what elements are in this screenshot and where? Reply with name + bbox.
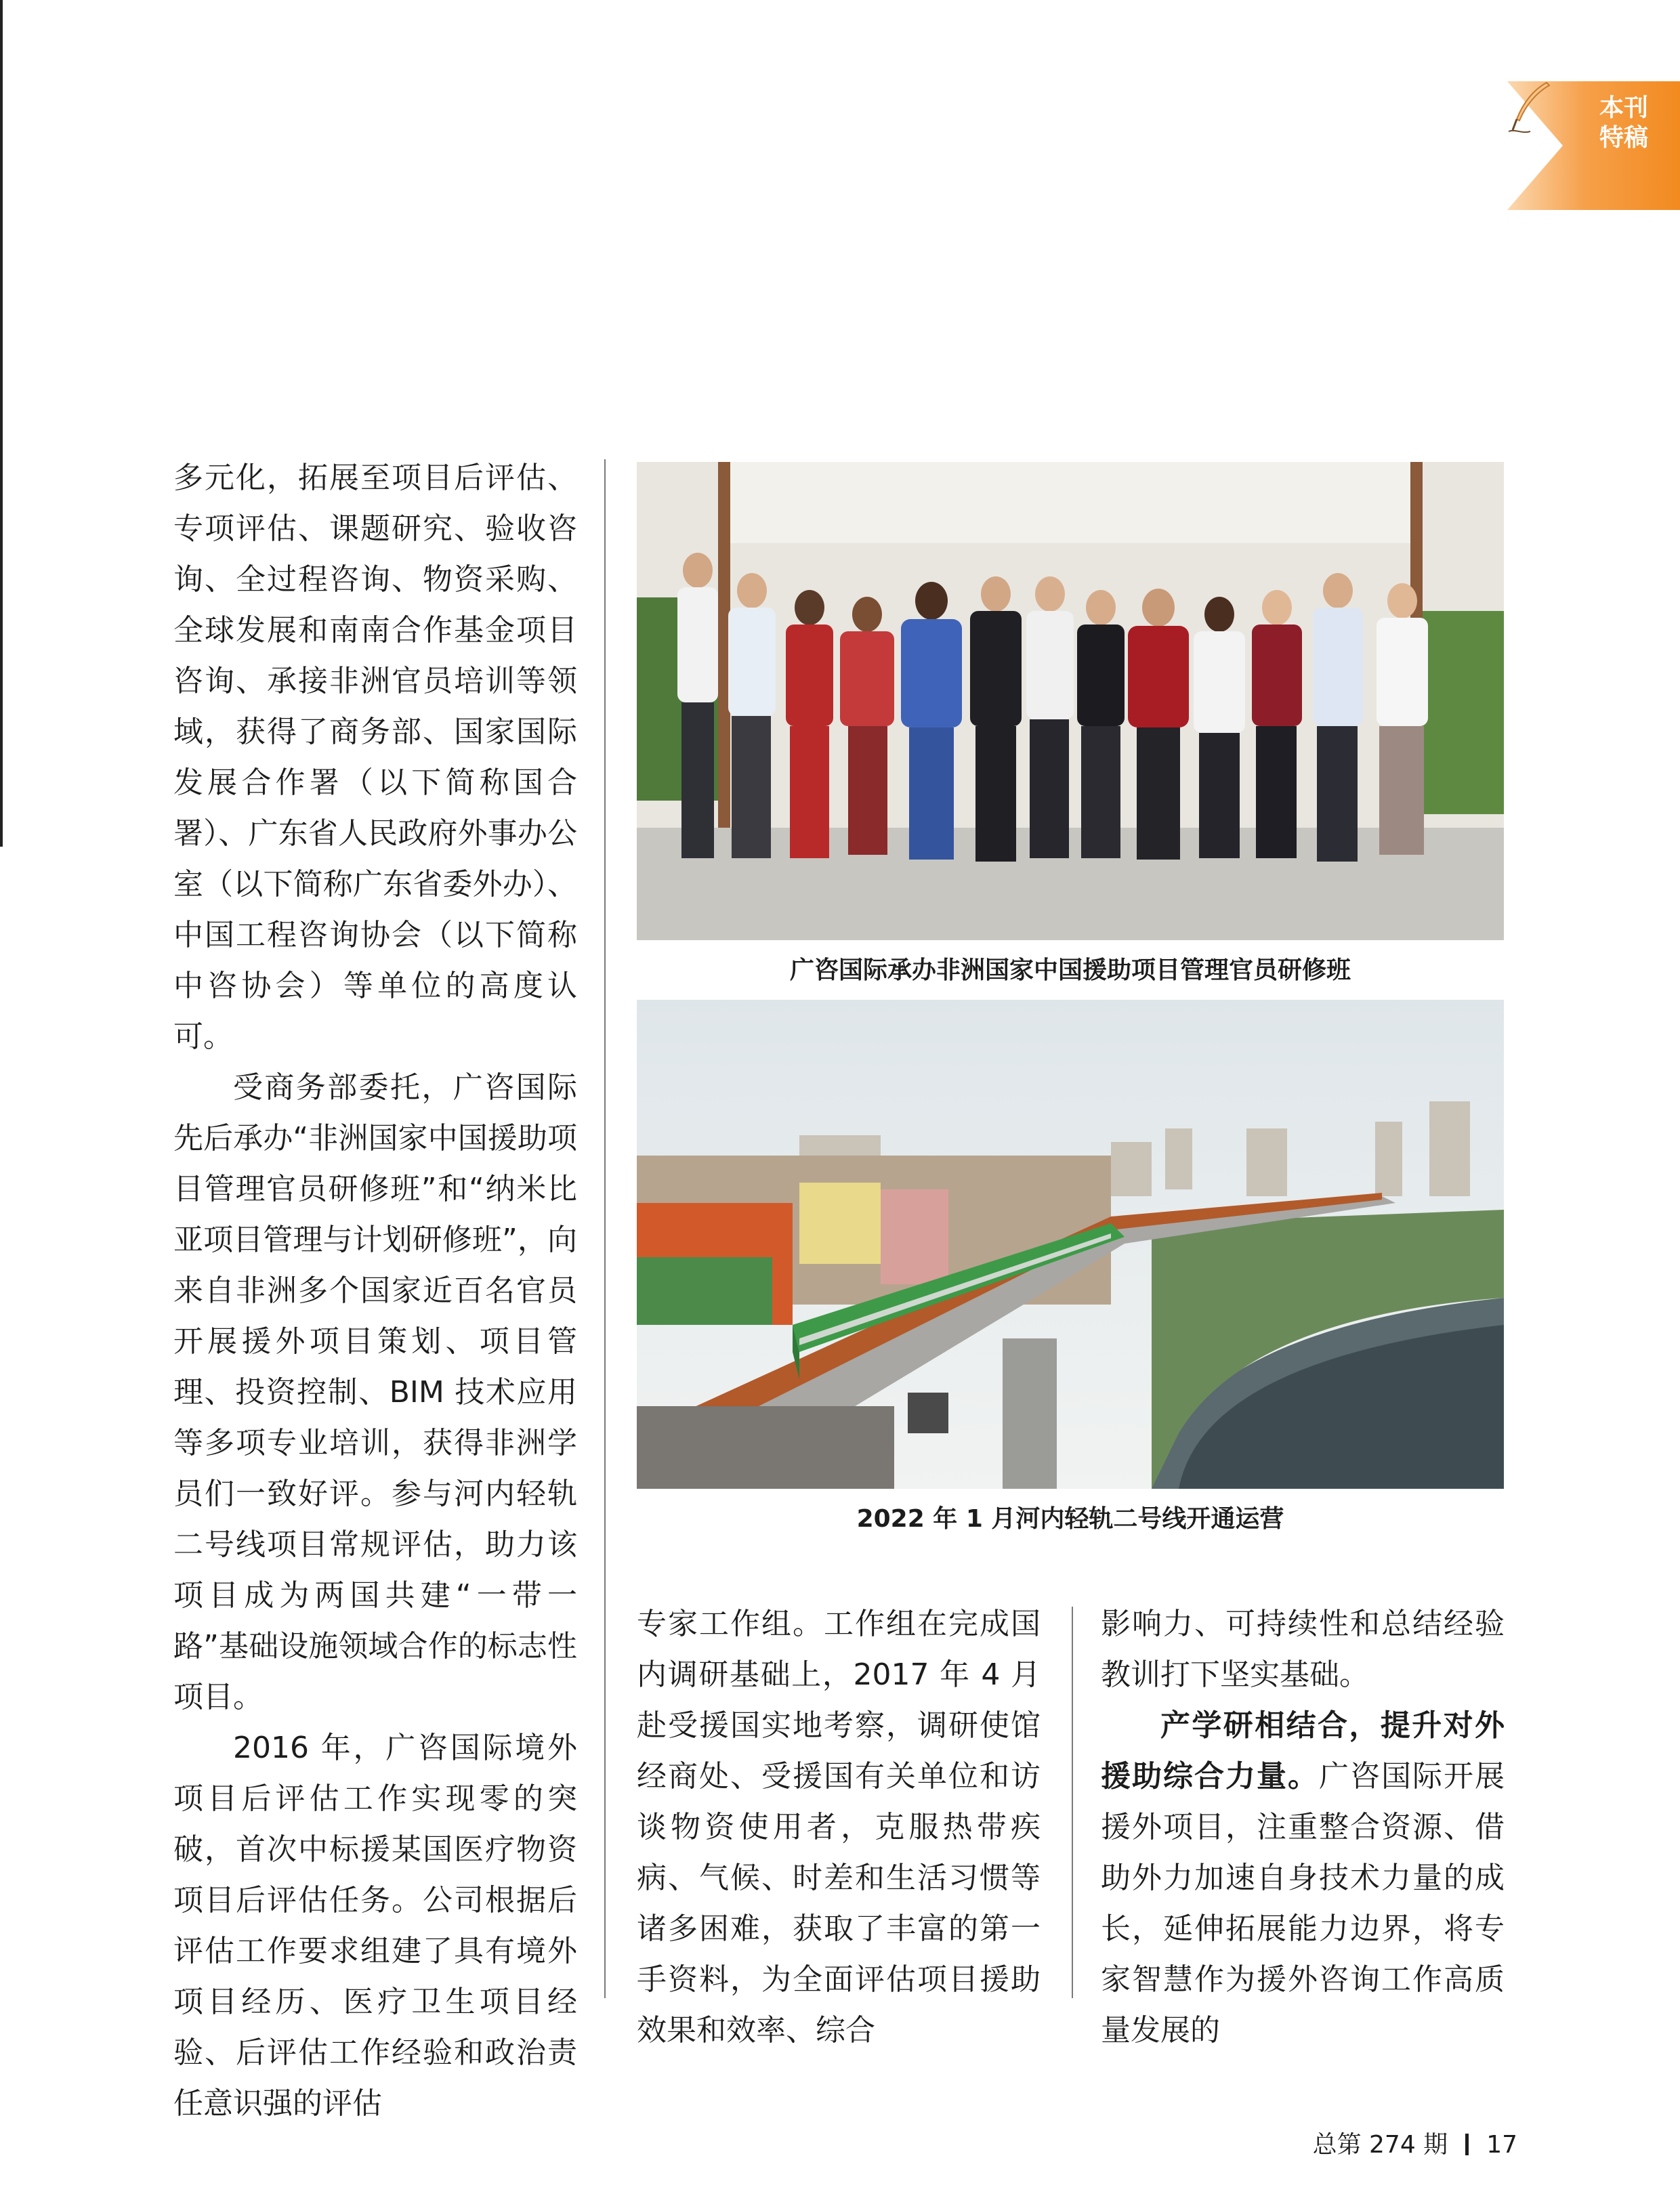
photo2-caption: 2022 年 1 月河内轻轨二号线开通运营 <box>856 1505 1284 1533</box>
column-divider-2 <box>1072 1607 1073 1998</box>
footer-separator <box>1465 2134 1469 2155</box>
section-tab-label <box>1583 93 1664 153</box>
paragraph-1: 多元化，拓展至项目后评估、专项评估、课题研究、验收咨询、全过程咨询、物资采购、全球发展和南南合作基金项目咨询、承接非洲官员培训等领域，获得了商务部、国家国际发展合作署（以下简称国合署）、广东省人民政府外事办公室（以下简称广东省委外办）、中国工程咨询协会（以下简称中咨协会）等单位的高度认可。 <box>173 461 577 1054</box>
paragraph-6-body: 广咨国际开展援外项目，注重整合资源、借助外力加速自身技术力量的成长，延伸拓展能力边界，将专家智慧作为援外咨询工作高质量发展的 <box>1101 1759 1505 2048</box>
article-column-3 <box>1101 1599 1505 2056</box>
page-footer <box>1313 2125 1517 2160</box>
subheading-bold: 产学研相结合，提升对外援助综合力量。 <box>1101 1708 1505 1794</box>
quill-icon <box>1507 81 1555 135</box>
article-column-2 <box>637 1599 1041 2056</box>
paragraph-6 <box>1101 1700 1505 2056</box>
paragraph-4: 专家工作组。工作组在完成国内调研基础上，2017 年 4 月赴受援国实地考察，调研使馆经商处、受援国有关单位和访谈物资使用者，克服热带疾病、气候、时差和生活习惯等诸多困难，获取了丰富的第一手资料，为全面评估项目援助效果和效率、综合 <box>637 1607 1041 2048</box>
issue-number: 总第 274 期 <box>1312 2131 1448 2159</box>
section-tab-line2: 特稿 <box>1599 124 1648 152</box>
article-column-1 <box>173 452 577 2129</box>
paragraph-3: 2016 年，广咨国际境外项目后评估工作实现零的突破，首次中标援某国医疗物资项目后评估任务。公司根据后评估工作要求组建了具有境外项目经历、医疗卫生项目经验、后评估工作经验和政治责任意识强的评估 <box>173 1731 577 2121</box>
hanoi-metro-photo <box>637 1000 1504 1489</box>
photo1-caption: 广咨国际承办非洲国家中国援助项目管理官员研修班 <box>789 956 1351 984</box>
page-number: 17 <box>1486 2131 1517 2159</box>
paragraph-5: 影响力、可持续性和总结经验教训打下坚实基础。 <box>1101 1607 1505 1692</box>
section-tab <box>1507 81 1680 210</box>
section-tab-line1: 本刊 <box>1599 94 1648 122</box>
paragraph-2: 受商务部委托，广咨国际先后承办“非洲国家中国援助项目管理官员研修班”和“纳米比亚项目管理与计划研修班”，向来自非洲多个国家近百名官员开展援外项目策划、项目管理、投资控制、BIM 技术应用等多项专业培训，获得非洲学员们一致好评。参与河内轻轨二号线项目常规评估，助力该项目成为两国共建“一带一路”基础设施领域合作的标志性项目。 <box>173 1070 577 1714</box>
left-edge-rule <box>0 0 3 847</box>
group-training-photo <box>637 462 1504 940</box>
column-divider-1 <box>604 459 606 1998</box>
